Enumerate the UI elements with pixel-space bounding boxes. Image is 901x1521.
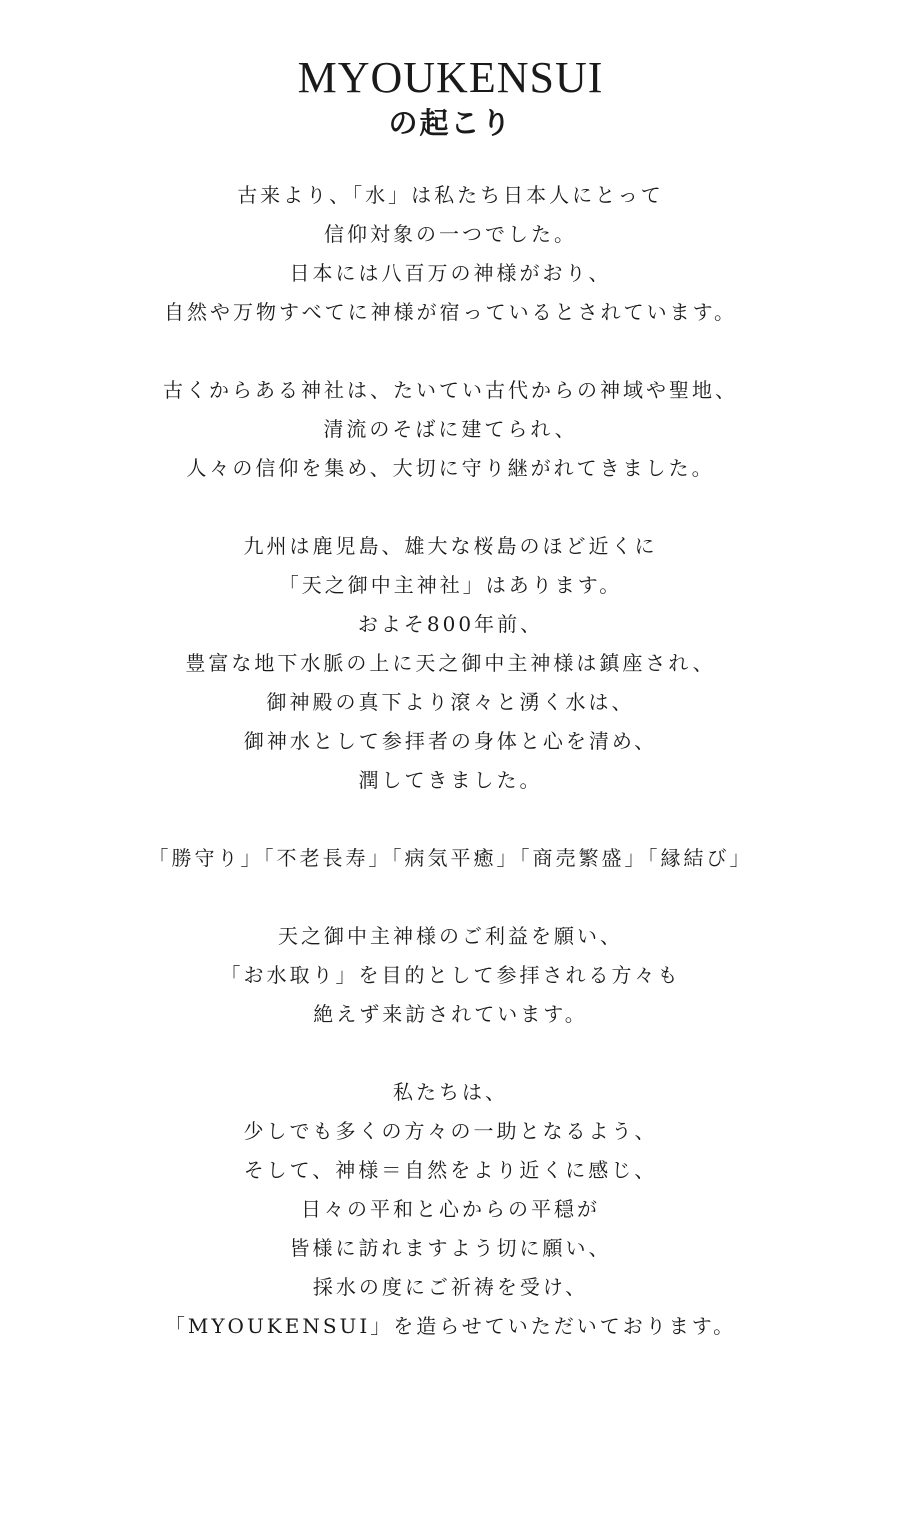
- story-line: 古来より、「水」は私たち日本人にとって: [237, 183, 664, 207]
- story-line: 豊富な地下水脈の上に天之御中主神様は鎮座され、: [185, 651, 716, 675]
- story-line: 潤してきました。: [358, 768, 543, 792]
- story-paragraph: [0, 176, 901, 332]
- story-line: 「天之御中主神社」はあります。: [278, 573, 623, 597]
- story-line: 御神水として参拝者の身体と心を清め、: [243, 729, 658, 753]
- story-line: 自然や万物すべてに神様が宿っているとされています。: [164, 300, 737, 324]
- story-line: 天之御中主神様のご利益を願い、: [278, 924, 623, 948]
- page-subtitle: の起こり: [388, 106, 513, 140]
- story-body: [0, 176, 901, 1385]
- story-line: 皆様に訪れますよう切に願い、: [289, 1236, 612, 1260]
- story-paragraph: [0, 839, 901, 878]
- story-line: 古くからある神社は、たいてい古代からの神域や聖地、: [163, 378, 738, 402]
- story-line: 少しでも多くの方々の一助となるよう、: [243, 1119, 658, 1143]
- page-title: MYOUKENSUI: [297, 53, 604, 102]
- story-paragraph: [0, 371, 901, 488]
- story-line: 日本には八百万の神様がおり、: [289, 261, 612, 285]
- story-paragraph: [0, 917, 901, 1034]
- story-line: 御神殿の真下より滾々と湧く水は、: [266, 690, 635, 714]
- story-line: 清流のそばに建てられ、: [323, 417, 578, 441]
- story-paragraph: [0, 527, 901, 800]
- story-line: 信仰対象の一つでした。: [324, 222, 577, 246]
- story-line: そして、神様＝自然をより近くに感じ、: [243, 1158, 658, 1182]
- story-line: 採水の度にご祈祷を受け、: [312, 1275, 589, 1299]
- story-line: 私たちは、: [393, 1080, 508, 1104]
- story-line: 日々の平和と心からの平穏が: [301, 1197, 600, 1221]
- story-line: およそ800年前、: [357, 612, 544, 636]
- story-line: 人々の信仰を集め、大切に守り継がれてきました。: [186, 456, 715, 480]
- story-line: 「勝守り」「不老長寿」「病気平癒」「商売繁盛」「縁結び」: [148, 846, 753, 870]
- story-paragraph: [0, 1073, 901, 1346]
- story-line: 絶えず来訪されています。: [313, 1002, 588, 1026]
- story-line: 九州は鹿児島、雄大な桜島のほど近くに: [243, 534, 658, 558]
- story-line: 「お水取り」を目的として参拝される方々も: [220, 963, 681, 987]
- story-line: 「MYOUKENSUI」を造らせていただいております。: [164, 1314, 737, 1338]
